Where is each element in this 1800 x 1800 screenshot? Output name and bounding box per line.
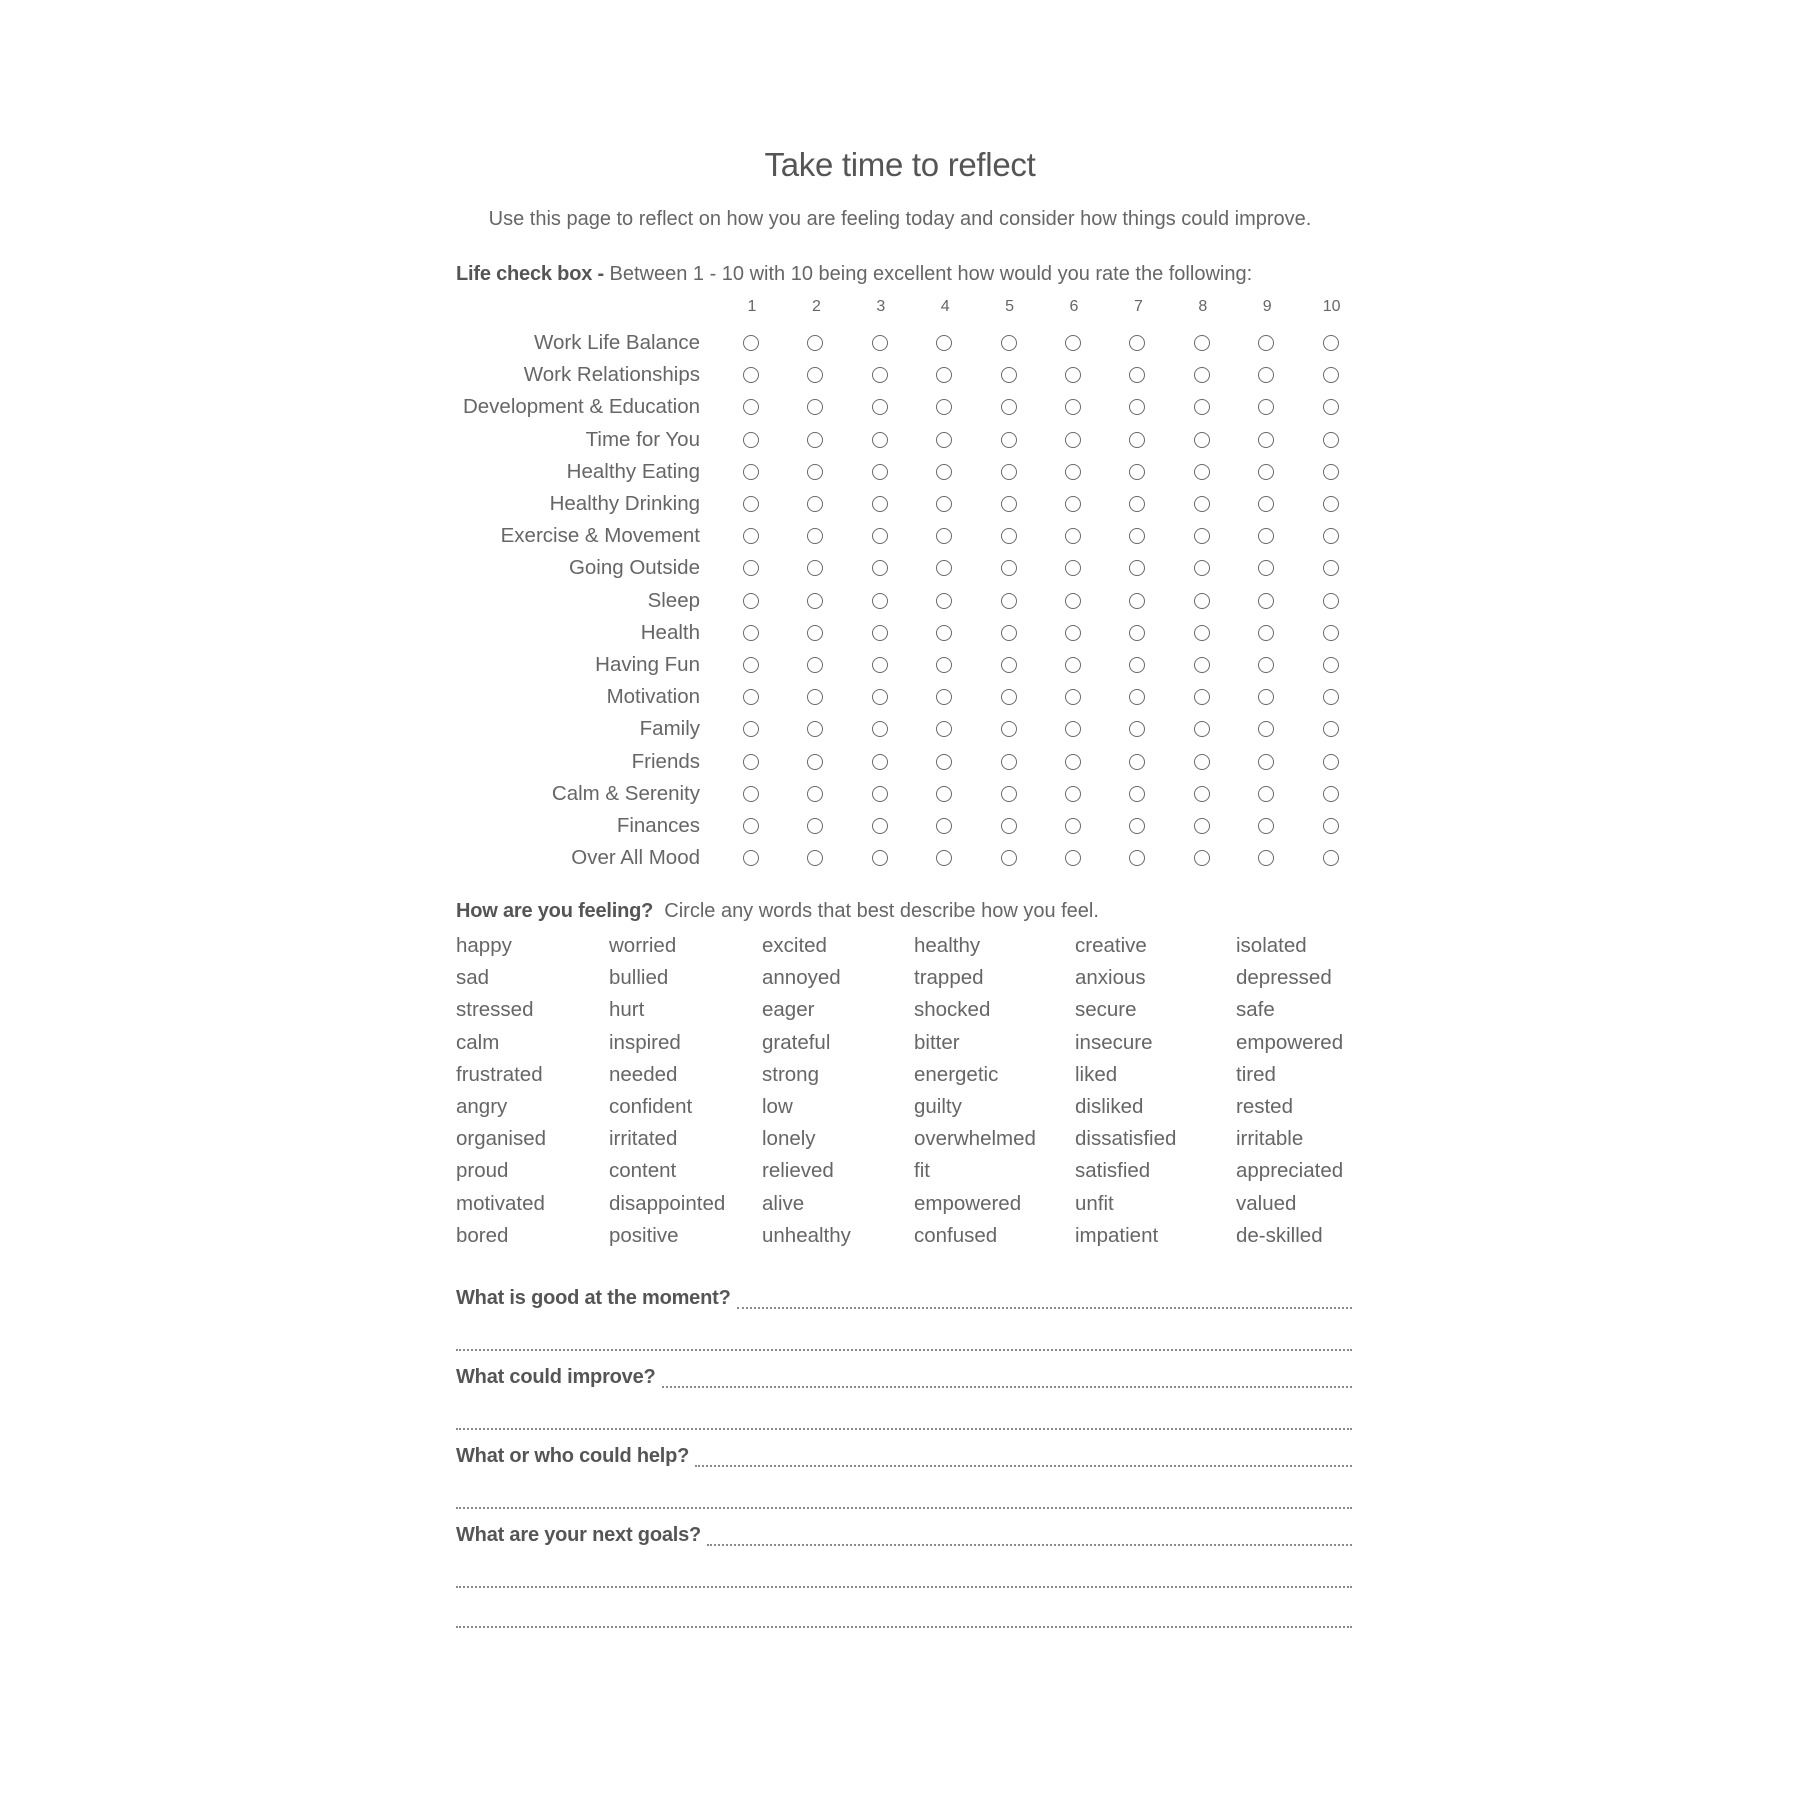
feeling-word[interactable]: low — [762, 1095, 793, 1118]
rating-radio-5[interactable] — [1001, 593, 1017, 609]
rating-radio-5[interactable] — [1001, 560, 1017, 576]
rating-radio-2[interactable] — [807, 335, 823, 351]
answer-write-line[interactable] — [695, 1445, 1352, 1467]
feeling-word[interactable]: insecure — [1075, 1030, 1153, 1054]
rating-radio-9[interactable] — [1258, 560, 1274, 576]
rating-radio-8[interactable] — [1194, 560, 1210, 576]
rating-row-going-outside — [0, 554, 1800, 586]
feeling-word[interactable]: unfit — [1075, 1191, 1114, 1215]
rating-radio-5[interactable] — [1001, 496, 1017, 512]
rating-radio-4[interactable] — [936, 432, 952, 448]
rating-radio-10[interactable] — [1323, 528, 1339, 544]
rating-radio-6[interactable] — [1065, 593, 1081, 609]
rating-radio-9[interactable] — [1258, 399, 1274, 415]
rating-radio-2[interactable] — [807, 399, 823, 415]
feeling-word[interactable]: isolated — [1236, 934, 1307, 957]
feeling-word[interactable]: needed — [609, 1062, 678, 1086]
rating-radio-5[interactable] — [1001, 464, 1017, 480]
rating-radio-5[interactable] — [1001, 657, 1017, 673]
rating-radio-10[interactable] — [1323, 625, 1339, 641]
question-line — [456, 1284, 1352, 1312]
rating-radio-3[interactable] — [872, 496, 888, 512]
rating-radio-6[interactable] — [1065, 818, 1081, 834]
rating-row-healthy-drinking — [0, 490, 1800, 522]
rating-radio-7[interactable] — [1129, 754, 1145, 770]
rating-radio-8[interactable] — [1194, 367, 1210, 383]
rating-radio-9[interactable] — [1258, 432, 1274, 448]
rating-radio-3[interactable] — [872, 754, 888, 770]
question-label: What or who could help? — [456, 1445, 690, 1467]
rating-row-friends — [0, 748, 1800, 780]
rating-radio-1[interactable] — [743, 786, 759, 802]
rating-row-over-all-mood — [0, 844, 1800, 876]
rating-radio-6[interactable] — [1065, 335, 1081, 351]
rating-label: Work Life Balance — [534, 331, 700, 354]
scale-number-4: 4 — [940, 298, 950, 315]
feeling-word[interactable]: frustrated — [456, 1062, 543, 1086]
rating-row-exercise-and-movement — [0, 522, 1800, 554]
rating-radio-6[interactable] — [1065, 528, 1081, 544]
feeling-word[interactable]: disliked — [1075, 1095, 1144, 1118]
feeling-word[interactable]: worried — [609, 934, 677, 957]
rating-radio-8[interactable] — [1194, 786, 1210, 802]
answer-write-line[interactable] — [456, 1606, 1352, 1628]
scale-number-8: 8 — [1198, 298, 1208, 315]
rating-radio-6[interactable] — [1065, 625, 1081, 641]
rating-row-work-life-balance — [0, 329, 1800, 361]
rating-radio-6[interactable] — [1065, 496, 1081, 512]
rating-radio-1[interactable] — [743, 496, 759, 512]
rating-radio-1[interactable] — [743, 818, 759, 834]
rating-radio-9[interactable] — [1258, 464, 1274, 480]
rating-radio-6[interactable] — [1065, 721, 1081, 737]
answer-write-line[interactable] — [456, 1408, 1352, 1430]
rating-radio-3[interactable] — [872, 399, 888, 415]
rating-radio-10[interactable] — [1323, 786, 1339, 802]
feeling-word[interactable]: disappointed — [609, 1191, 726, 1215]
rating-radio-7[interactable] — [1129, 560, 1145, 576]
rating-radio-4[interactable] — [936, 786, 952, 802]
feelings-heading-text: Circle any words that best describe how you feel. — [653, 900, 1099, 922]
rating-radio-4[interactable] — [936, 625, 952, 641]
feeling-word[interactable]: confused — [914, 1223, 998, 1247]
question-label: What are your next goals? — [456, 1524, 702, 1546]
feeling-word[interactable]: organised — [456, 1127, 547, 1151]
rating-radio-4[interactable] — [936, 657, 952, 673]
life-check-heading-bold: Life check box - — [456, 263, 604, 285]
feeling-word[interactable]: motivated — [456, 1191, 545, 1215]
rating-radio-1[interactable] — [743, 754, 759, 770]
rating-radio-5[interactable] — [1001, 528, 1017, 544]
rating-radio-10[interactable] — [1323, 721, 1339, 737]
rating-radio-2[interactable] — [807, 593, 823, 609]
rating-radio-6[interactable] — [1065, 850, 1081, 866]
rating-radio-10[interactable] — [1323, 689, 1339, 705]
rating-radio-5[interactable] — [1001, 786, 1017, 802]
rating-radio-1[interactable] — [743, 464, 759, 480]
feeling-word[interactable]: unhealthy — [762, 1223, 851, 1247]
rating-radio-4[interactable] — [936, 528, 952, 544]
rating-radio-7[interactable] — [1129, 432, 1145, 448]
rating-row-family — [0, 715, 1800, 747]
rating-radio-6[interactable] — [1065, 754, 1081, 770]
rating-radio-3[interactable] — [872, 625, 888, 641]
rating-row-motivation — [0, 683, 1800, 715]
rating-radio-6[interactable] — [1065, 786, 1081, 802]
rating-radio-6[interactable] — [1065, 657, 1081, 673]
rating-row-health — [0, 619, 1800, 651]
rating-radio-1[interactable] — [743, 721, 759, 737]
rating-radio-10[interactable] — [1323, 754, 1339, 770]
rating-radio-8[interactable] — [1194, 850, 1210, 866]
feeling-word[interactable]: strong — [762, 1062, 819, 1086]
rating-radio-4[interactable] — [936, 754, 952, 770]
rating-radio-9[interactable] — [1258, 528, 1274, 544]
feeling-word[interactable]: excited — [762, 934, 827, 957]
feeling-word[interactable]: depressed — [1236, 966, 1332, 990]
rating-radio-1[interactable] — [743, 593, 759, 609]
rating-radio-2[interactable] — [807, 496, 823, 512]
rating-radio-4[interactable] — [936, 593, 952, 609]
rating-radio-9[interactable] — [1258, 593, 1274, 609]
rating-row-finances — [0, 812, 1800, 844]
rating-radio-5[interactable] — [1001, 689, 1017, 705]
rating-radio-10[interactable] — [1323, 593, 1339, 609]
rating-radio-7[interactable] — [1129, 721, 1145, 737]
rating-radio-2[interactable] — [807, 432, 823, 448]
rating-radio-1[interactable] — [743, 367, 759, 383]
rating-radio-10[interactable] — [1323, 850, 1339, 866]
rating-radio-5[interactable] — [1001, 754, 1017, 770]
rating-radio-2[interactable] — [807, 721, 823, 737]
feeling-word[interactable]: anxious — [1075, 966, 1146, 990]
feeling-word[interactable]: proud — [456, 1159, 509, 1183]
feeling-word[interactable]: relieved — [762, 1159, 834, 1183]
rating-radio-8[interactable] — [1194, 528, 1210, 544]
rating-radio-1[interactable] — [743, 432, 759, 448]
feeling-word[interactable]: inspired — [609, 1030, 681, 1054]
feeling-word[interactable]: empowered — [1236, 1030, 1344, 1054]
rating-radio-2[interactable] — [807, 560, 823, 576]
rating-radio-4[interactable] — [936, 721, 952, 737]
rating-label: Finances — [616, 814, 700, 837]
rating-radio-6[interactable] — [1065, 367, 1081, 383]
rating-radio-8[interactable] — [1194, 689, 1210, 705]
feeling-word[interactable]: creative — [1075, 934, 1147, 957]
rating-radio-7[interactable] — [1129, 528, 1145, 544]
rating-radio-8[interactable] — [1194, 754, 1210, 770]
rating-radio-6[interactable] — [1065, 399, 1081, 415]
rating-radio-1[interactable] — [743, 335, 759, 351]
feeling-word[interactable]: positive — [609, 1223, 679, 1247]
feeling-word[interactable]: sad — [456, 966, 490, 990]
feeling-word[interactable]: rested — [1236, 1095, 1293, 1118]
rating-radio-3[interactable] — [872, 367, 888, 383]
feeling-word[interactable]: irritated — [609, 1127, 678, 1151]
rating-radio-10[interactable] — [1323, 432, 1339, 448]
rating-row-time-for-you — [0, 426, 1800, 458]
rating-radio-9[interactable] — [1258, 625, 1274, 641]
rating-radio-7[interactable] — [1129, 335, 1145, 351]
rating-row-work-relationships — [0, 361, 1800, 393]
rating-radio-3[interactable] — [872, 721, 888, 737]
rating-radio-6[interactable] — [1065, 689, 1081, 705]
rating-radio-1[interactable] — [743, 399, 759, 415]
rating-radio-6[interactable] — [1065, 464, 1081, 480]
feeling-word[interactable]: happy — [456, 934, 512, 957]
life-check-heading — [456, 263, 1252, 286]
rating-radio-1[interactable] — [743, 689, 759, 705]
rating-radio-7[interactable] — [1129, 818, 1145, 834]
rating-label: Over All Mood — [571, 846, 700, 870]
feeling-word[interactable]: dissatisfied — [1075, 1127, 1177, 1151]
rating-row-having-fun — [0, 651, 1800, 683]
feeling-word[interactable]: alive — [762, 1191, 805, 1215]
feeling-word[interactable]: bullied — [609, 966, 669, 990]
rating-radio-10[interactable] — [1323, 464, 1339, 480]
rating-row-sleep — [0, 587, 1800, 619]
rating-radio-3[interactable] — [872, 528, 888, 544]
rating-radio-1[interactable] — [743, 657, 759, 673]
rating-radio-1[interactable] — [743, 850, 759, 866]
rating-label: Time for You — [585, 427, 700, 451]
rating-radio-8[interactable] — [1194, 496, 1210, 512]
rating-radio-9[interactable] — [1258, 818, 1274, 834]
answer-write-line[interactable] — [456, 1566, 1352, 1588]
scale-number-6: 6 — [1069, 298, 1079, 315]
rating-radio-8[interactable] — [1194, 432, 1210, 448]
feeling-word[interactable]: satisfied — [1075, 1159, 1151, 1183]
rating-radio-3[interactable] — [872, 818, 888, 834]
rating-radio-8[interactable] — [1194, 464, 1210, 480]
rating-radio-9[interactable] — [1258, 657, 1274, 673]
rating-radio-8[interactable] — [1194, 721, 1210, 737]
rating-radio-2[interactable] — [807, 754, 823, 770]
rating-radio-7[interactable] — [1129, 850, 1145, 866]
feeling-word[interactable]: eager — [762, 998, 815, 1022]
feeling-word[interactable]: tired — [1236, 1062, 1276, 1086]
rating-radio-10[interactable] — [1323, 335, 1339, 351]
rating-radio-5[interactable] — [1001, 721, 1017, 737]
rating-label: Healthy Drinking — [549, 492, 700, 515]
rating-label: Going Outside — [568, 556, 700, 580]
rating-radio-7[interactable] — [1129, 399, 1145, 415]
rating-radio-10[interactable] — [1323, 399, 1339, 415]
feeling-word[interactable]: guilty — [914, 1095, 962, 1118]
rating-radio-5[interactable] — [1001, 850, 1017, 866]
rating-radio-3[interactable] — [872, 432, 888, 448]
rating-radio-10[interactable] — [1323, 496, 1339, 512]
rating-radio-7[interactable] — [1129, 496, 1145, 512]
question-label: What could improve? — [456, 1366, 656, 1388]
rating-radio-7[interactable] — [1129, 367, 1145, 383]
page-title: Take time to reflect — [764, 146, 1036, 183]
rating-row-calm-and-serenity — [0, 780, 1800, 812]
rating-radio-3[interactable] — [872, 850, 888, 866]
scale-number-2: 2 — [811, 298, 821, 315]
scale-number-1: 1 — [747, 298, 757, 315]
rating-radio-9[interactable] — [1258, 335, 1274, 351]
rating-radio-4[interactable] — [936, 560, 952, 576]
rating-label: Healthy Eating — [566, 459, 700, 483]
rating-radio-10[interactable] — [1323, 560, 1339, 576]
rating-radio-3[interactable] — [872, 464, 888, 480]
question-line — [456, 1442, 1352, 1470]
question-line — [456, 1521, 1352, 1549]
feeling-word[interactable]: impatient — [1075, 1223, 1159, 1247]
rating-radio-3[interactable] — [872, 786, 888, 802]
rating-radio-8[interactable] — [1194, 625, 1210, 641]
rating-radio-10[interactable] — [1323, 818, 1339, 834]
rating-radio-10[interactable] — [1323, 657, 1339, 673]
rating-label: Motivation — [606, 685, 700, 709]
rating-label: Work Relationships — [523, 363, 700, 387]
rating-radio-4[interactable] — [936, 689, 952, 705]
rating-label: Family — [639, 717, 700, 741]
feeling-word[interactable]: content — [609, 1159, 677, 1183]
rating-radio-1[interactable] — [743, 528, 759, 544]
rating-radio-3[interactable] — [872, 689, 888, 705]
rating-radio-6[interactable] — [1065, 432, 1081, 448]
feeling-word[interactable]: safe — [1236, 998, 1275, 1022]
scale-number-9: 9 — [1262, 298, 1272, 315]
feeling-word[interactable]: bored — [456, 1223, 509, 1247]
feeling-word[interactable]: calm — [456, 1030, 500, 1054]
rating-radio-2[interactable] — [807, 528, 823, 544]
feeling-word[interactable]: appreciated — [1236, 1159, 1344, 1183]
rating-radio-5[interactable] — [1001, 625, 1017, 641]
rating-row-healthy-eating — [0, 458, 1800, 490]
rating-radio-1[interactable] — [743, 560, 759, 576]
rating-radio-8[interactable] — [1194, 593, 1210, 609]
question-line — [456, 1363, 1352, 1391]
rating-radio-9[interactable] — [1258, 689, 1274, 705]
feeling-word[interactable]: valued — [1236, 1191, 1297, 1215]
rating-radio-2[interactable] — [807, 625, 823, 641]
rating-radio-2[interactable] — [807, 367, 823, 383]
scale-number-10: 10 — [1322, 298, 1341, 315]
rating-radio-4[interactable] — [936, 464, 952, 480]
rating-radio-2[interactable] — [807, 850, 823, 866]
rating-radio-5[interactable] — [1001, 432, 1017, 448]
feeling-word[interactable]: lonely — [762, 1127, 816, 1151]
rating-label: Health — [640, 620, 700, 644]
rating-radio-3[interactable] — [872, 335, 888, 351]
feeling-word[interactable]: bitter — [914, 1030, 960, 1054]
rating-label: Calm & Serenity — [551, 781, 700, 805]
rating-label: Sleep — [647, 588, 700, 612]
rating-label: Development & Education — [462, 395, 700, 419]
scale-number-5: 5 — [1005, 298, 1015, 315]
rating-radio-4[interactable] — [936, 850, 952, 866]
rating-radio-4[interactable] — [936, 818, 952, 834]
scale-number-3: 3 — [876, 298, 886, 315]
rating-radio-9[interactable] — [1258, 367, 1274, 383]
rating-radio-2[interactable] — [807, 786, 823, 802]
rating-label: Friends — [631, 749, 700, 773]
feelings-heading-bold: How are you feeling? — [456, 900, 654, 922]
answer-write-line[interactable] — [662, 1366, 1352, 1388]
rating-label: Exercise & Movement — [500, 524, 700, 548]
feeling-word[interactable]: energetic — [914, 1062, 999, 1086]
rating-radio-2[interactable] — [807, 464, 823, 480]
feeling-word[interactable]: trapped — [914, 966, 984, 990]
rating-radio-1[interactable] — [743, 625, 759, 641]
scale-number-7: 7 — [1133, 298, 1143, 315]
feeling-word[interactable]: annoyed — [762, 966, 841, 990]
rating-radio-7[interactable] — [1129, 689, 1145, 705]
question-label: What is good at the moment? — [456, 1287, 731, 1309]
feeling-word[interactable]: hurt — [609, 998, 645, 1022]
rating-label: Having Fun — [595, 653, 700, 676]
rating-radio-3[interactable] — [872, 560, 888, 576]
rating-radio-6[interactable] — [1065, 560, 1081, 576]
feeling-word[interactable]: irritable — [1236, 1127, 1304, 1151]
feeling-word[interactable]: confident — [609, 1095, 693, 1118]
answer-write-line[interactable] — [707, 1524, 1352, 1546]
answer-write-line[interactable] — [456, 1487, 1352, 1509]
rating-radio-4[interactable] — [936, 335, 952, 351]
rating-radio-7[interactable] — [1129, 464, 1145, 480]
rating-radio-10[interactable] — [1323, 367, 1339, 383]
rating-radio-2[interactable] — [807, 689, 823, 705]
feeling-word[interactable]: overwhelmed — [914, 1127, 1036, 1151]
feeling-word[interactable]: grateful — [762, 1030, 831, 1054]
rating-radio-8[interactable] — [1194, 657, 1210, 673]
answer-write-line[interactable] — [456, 1329, 1352, 1351]
answer-write-line[interactable] — [737, 1287, 1352, 1309]
rating-radio-9[interactable] — [1258, 786, 1274, 802]
feeling-word[interactable]: liked — [1075, 1062, 1118, 1086]
rating-radio-9[interactable] — [1258, 754, 1274, 770]
rating-radio-8[interactable] — [1194, 335, 1210, 351]
rating-radio-5[interactable] — [1001, 818, 1017, 834]
feelings-heading — [456, 900, 1099, 923]
feeling-word[interactable]: stressed — [456, 998, 534, 1022]
rating-radio-3[interactable] — [872, 657, 888, 673]
rating-radio-7[interactable] — [1129, 625, 1145, 641]
feeling-word[interactable]: shocked — [914, 998, 991, 1022]
feeling-word[interactable]: healthy — [914, 934, 981, 957]
feeling-word[interactable]: fit — [914, 1159, 930, 1183]
rating-radio-7[interactable] — [1129, 593, 1145, 609]
rating-radio-5[interactable] — [1001, 399, 1017, 415]
rating-radio-4[interactable] — [936, 496, 952, 512]
rating-radio-9[interactable] — [1258, 496, 1274, 512]
feeling-word[interactable]: angry — [456, 1095, 508, 1118]
rating-radio-5[interactable] — [1001, 335, 1017, 351]
rating-radio-4[interactable] — [936, 367, 952, 383]
rating-radio-9[interactable] — [1258, 721, 1274, 737]
rating-radio-2[interactable] — [807, 818, 823, 834]
rating-radio-3[interactable] — [872, 593, 888, 609]
rating-radio-8[interactable] — [1194, 399, 1210, 415]
rating-radio-7[interactable] — [1129, 657, 1145, 673]
rating-radio-9[interactable] — [1258, 850, 1274, 866]
life-check-heading-text: Between 1 - 10 with 10 being excellent how would you rate the following: — [603, 263, 1253, 285]
rating-radio-7[interactable] — [1129, 786, 1145, 802]
rating-row-development-and-education — [0, 393, 1800, 425]
rating-radio-4[interactable] — [936, 399, 952, 415]
rating-radio-8[interactable] — [1194, 818, 1210, 834]
feeling-word[interactable]: de-skilled — [1236, 1223, 1323, 1247]
page-subtitle: Use this page to reflect on how you are feeling today and consider how things could improve. — [488, 208, 1312, 230]
rating-radio-5[interactable] — [1001, 367, 1017, 383]
rating-radio-2[interactable] — [807, 657, 823, 673]
feeling-word[interactable]: empowered — [914, 1191, 1022, 1215]
feeling-word[interactable]: secure — [1075, 998, 1137, 1022]
